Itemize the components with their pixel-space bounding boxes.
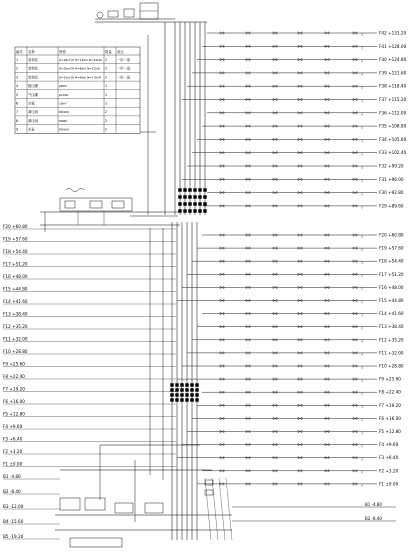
legend-cell: 稳压罐	[28, 84, 38, 89]
floor-elevation-label: F4 +9.60	[379, 442, 399, 448]
floor-elevation-label: F35 +108.80	[379, 123, 407, 129]
floor-elevation-label: F11 +32.00	[3, 336, 28, 342]
floor-elevation-label: F40 +124.80	[379, 57, 407, 63]
legend-cell: DN100	[59, 127, 69, 132]
pump-icon	[115, 503, 133, 513]
legend-cell: 6	[16, 101, 19, 106]
floor-elevation-label: F8 +22.40	[379, 389, 401, 395]
legend-cell: 9	[16, 127, 19, 132]
legend-cell: Q=15m³/h H=60m N=7.5kW	[59, 75, 101, 80]
legend-cell: 2	[105, 118, 108, 123]
riser-valve-icon	[204, 189, 207, 192]
legend-header-cell: 名称	[28, 49, 35, 54]
legend-cell: 一用一备	[117, 58, 131, 62]
riser-valve-icon	[199, 210, 202, 213]
riser-valve-icon	[179, 196, 182, 199]
riser-valve-icon	[189, 210, 192, 213]
legend-cell: 1	[16, 58, 19, 62]
legend-cell: 减压阀	[28, 110, 38, 115]
floor-elevation-label: F9 +25.60	[379, 376, 401, 382]
riser-valve-icon	[176, 399, 179, 402]
legend-cell: 5	[16, 92, 19, 97]
floor-elevation-label: F17 +51.20	[3, 261, 28, 267]
floor-elevation-label: F17 +51.20	[379, 271, 404, 277]
riser-valve-icon	[186, 389, 189, 392]
riser-valve-icon	[184, 203, 187, 206]
floor-elevation-label: F9 +25.60	[3, 361, 25, 367]
hatch-line	[219, 478, 225, 540]
floor-elevation-label: B1 -4.80	[3, 474, 21, 479]
floor-elevation-label: F12 +35.20	[379, 337, 404, 343]
legend-cell: φ800	[59, 84, 67, 89]
riser-valve-icon	[176, 384, 179, 387]
riser-valve-icon	[186, 384, 189, 387]
legend-cell: 3	[16, 75, 19, 80]
pump-skid-frame	[60, 198, 132, 211]
legend-cell: 减压阀	[28, 118, 38, 123]
floor-elevation-label: B4 -15.60	[3, 519, 24, 524]
legend-cell: 2	[105, 58, 108, 62]
riser-valve-icon	[171, 399, 174, 402]
riser-valve-icon	[194, 196, 197, 199]
floor-elevation-label: F34 +105.60	[379, 136, 407, 142]
floor-elevation-label: F30 +92.80	[379, 190, 404, 196]
floor-elevation-label: F39 +121.60	[379, 70, 407, 76]
legend-header-cell: 规格	[59, 49, 66, 54]
floor-elevation-label: B2 -8.40	[365, 516, 382, 521]
riser-valve-icon	[204, 196, 207, 199]
pump-icon	[112, 201, 124, 208]
pump-icon	[124, 9, 134, 17]
legend-cell: 18m³	[59, 101, 67, 106]
legend-header-cell: 编号	[16, 49, 23, 54]
riser-valve-icon	[176, 394, 179, 397]
legend-cell: 变频泵	[28, 66, 38, 71]
riser-valve-icon	[196, 389, 199, 392]
legend-cell: 2	[105, 66, 108, 71]
legend-cell: 8	[16, 118, 19, 123]
legend-cell: 一用一备	[117, 66, 131, 71]
floor-elevation-label: F18 +54.40	[379, 258, 404, 264]
riser-valve-icon	[204, 210, 207, 213]
riser-valve-icon	[194, 189, 197, 192]
floor-elevation-label: F14 +41.60	[3, 299, 28, 304]
floor-elevation-label: F32 +99.20	[379, 163, 404, 169]
riser-valve-icon	[191, 389, 194, 392]
hatch-line	[205, 478, 211, 540]
riser-valve-icon	[181, 394, 184, 397]
legend-cell: 变频泵	[28, 58, 38, 62]
riser-valve-icon	[204, 203, 207, 206]
floor-elevation-label: F36 +112.00	[379, 110, 407, 116]
floor-elevation-label: F10 +28.80	[379, 363, 404, 369]
hatch-line	[212, 478, 218, 540]
floor-elevation-label: F18 +54.40	[3, 249, 28, 254]
riser-valve-icon	[179, 189, 182, 192]
floor-elevation-label: F16 +48.00	[379, 284, 404, 290]
legend-cell: 4	[16, 84, 19, 89]
floor-elevation-label: F31 +96.00	[379, 176, 404, 182]
riser-valve-icon	[189, 189, 192, 192]
floor-elevation-label: F10 +28.80	[3, 349, 28, 354]
riser-valve-icon	[199, 196, 202, 199]
equipment-tag-icon	[66, 189, 84, 192]
riser-valve-icon	[196, 399, 199, 402]
riser-valve-icon	[176, 389, 179, 392]
riser-valve-icon	[186, 399, 189, 402]
floor-elevation-label: F33 +102.40	[379, 150, 407, 156]
floor-elevation-label: F2 +3.20	[379, 468, 399, 474]
floor-elevation-label: F13 +38.40	[379, 324, 404, 330]
riser-valve-icon	[196, 394, 199, 397]
pump-icon	[65, 201, 75, 208]
legend-cell: 2	[105, 110, 108, 115]
riser-valve-icon	[179, 203, 182, 206]
riser-valve-icon	[184, 189, 187, 192]
floor-elevation-label: F4 +9.60	[3, 424, 23, 429]
legend-cell: 2	[16, 66, 19, 71]
floor-elevation-label: F6 +16.00	[3, 399, 25, 404]
riser-valve-icon	[171, 384, 174, 387]
floor-elevation-label: F19 +57.60	[379, 245, 404, 251]
floor-elevation-label: F12 +35.20	[3, 324, 28, 329]
floor-elevation-label: F7 +19.20	[379, 402, 401, 408]
riser-valve-icon	[184, 196, 187, 199]
riser-valve-icon	[196, 384, 199, 387]
floor-elevation-label: F5 +12.80	[379, 429, 401, 434]
pump-icon	[90, 201, 102, 208]
legend-cell: 2	[105, 75, 108, 80]
floor-elevation-label: F15 +44.80	[379, 298, 404, 303]
legend-cell: φ1000	[59, 92, 69, 97]
legend-cell: 1	[105, 84, 108, 89]
floor-elevation-label: B3 -12.00	[3, 504, 24, 509]
riser-valve-icon	[194, 203, 197, 206]
floor-elevation-label: F3 +6.40	[379, 455, 399, 461]
legend-cell: 水箱	[28, 101, 35, 106]
floor-elevation-label: B1 -4.80	[365, 502, 382, 507]
floor-elevation-label: F19 +57.60	[3, 236, 28, 242]
legend-cell: Q=20m³/h H=80m N=11kW	[59, 66, 100, 71]
legend-cell: 1	[105, 92, 108, 97]
floor-elevation-label: B2 -8.40	[3, 489, 21, 494]
riser-valve-icon	[189, 203, 192, 206]
riser-valve-icon	[181, 399, 184, 402]
riser-valve-icon	[181, 384, 184, 387]
floor-elevation-label: B5 -19.20	[3, 534, 24, 539]
floor-elevation-label: F7 +19.20	[3, 386, 25, 392]
riser-valve-icon	[191, 394, 194, 397]
floor-elevation-label: F16 +48.00	[3, 274, 28, 279]
legend-header-cell: 备注	[117, 49, 124, 54]
legend-cell: 气压罐	[28, 92, 38, 97]
riser-valve-icon	[189, 196, 192, 199]
valve-box-icon	[205, 480, 213, 485]
floor-elevation-label: F29 +89.60	[379, 203, 404, 209]
pump-icon	[108, 11, 118, 17]
riser-valve-icon	[171, 394, 174, 397]
riser-valve-icon	[171, 389, 174, 392]
pump-icon	[145, 503, 163, 513]
riser-valve-icon	[194, 210, 197, 213]
floor-elevation-label: F38 +118.40	[379, 83, 407, 89]
floor-elevation-label: F6 +16.00	[379, 415, 401, 421]
floor-elevation-label: F15 +44.80	[3, 286, 28, 292]
floor-elevation-label: F11 +32.00	[379, 350, 404, 356]
riser-valve-icon	[181, 389, 184, 392]
water-tank-icon	[70, 538, 122, 547]
legend-cell: 1	[105, 101, 108, 106]
floor-elevation-label: F20 +60.80	[379, 232, 404, 238]
floor-elevation-label: F20 +60.80	[3, 224, 28, 229]
riser-valve-icon	[191, 384, 194, 387]
riser-valve-icon	[186, 394, 189, 397]
floor-elevation-label: F13 +38.40	[3, 311, 28, 317]
floor-elevation-label: F3 +6.40	[3, 436, 23, 442]
riser-valve-icon	[191, 399, 194, 402]
floor-elevation-label: F8 +22.40	[3, 374, 25, 379]
legend-cell: DN80	[59, 118, 68, 123]
floor-elevation-label: F42 +131.20	[379, 30, 407, 36]
pump-icon	[97, 12, 103, 18]
legend-header-cell: 数量	[105, 49, 112, 54]
legend-cell: 水表	[28, 127, 35, 132]
floor-elevation-label: F14 +41.60	[379, 311, 404, 317]
legend-cell: DN100	[59, 110, 69, 115]
legend-cell: 一用一备	[117, 75, 131, 80]
legend-cell: 2	[105, 127, 108, 132]
legend-cell: 7	[16, 110, 19, 115]
floor-elevation-label: F5 +12.80	[3, 411, 25, 417]
legend-cell: 变频泵	[28, 75, 38, 80]
legend-cell: Q=25m³/h H=110m N=15kW	[59, 58, 102, 62]
riser-valve-icon	[184, 210, 187, 213]
floor-elevation-label: F1 ±0.00	[379, 481, 399, 487]
floor-elevation-label: F41 +128.00	[379, 43, 407, 49]
pump-icon	[85, 498, 105, 510]
riser-valve-icon	[199, 189, 202, 192]
floor-elevation-label: F1 ±0.00	[3, 461, 23, 467]
floor-elevation-label: F37 +115.20	[379, 97, 407, 102]
pump-icon	[60, 498, 80, 510]
riser-valve-icon	[199, 203, 202, 206]
floor-elevation-label: F2 +3.20	[3, 449, 23, 454]
hatch-line	[226, 478, 232, 540]
